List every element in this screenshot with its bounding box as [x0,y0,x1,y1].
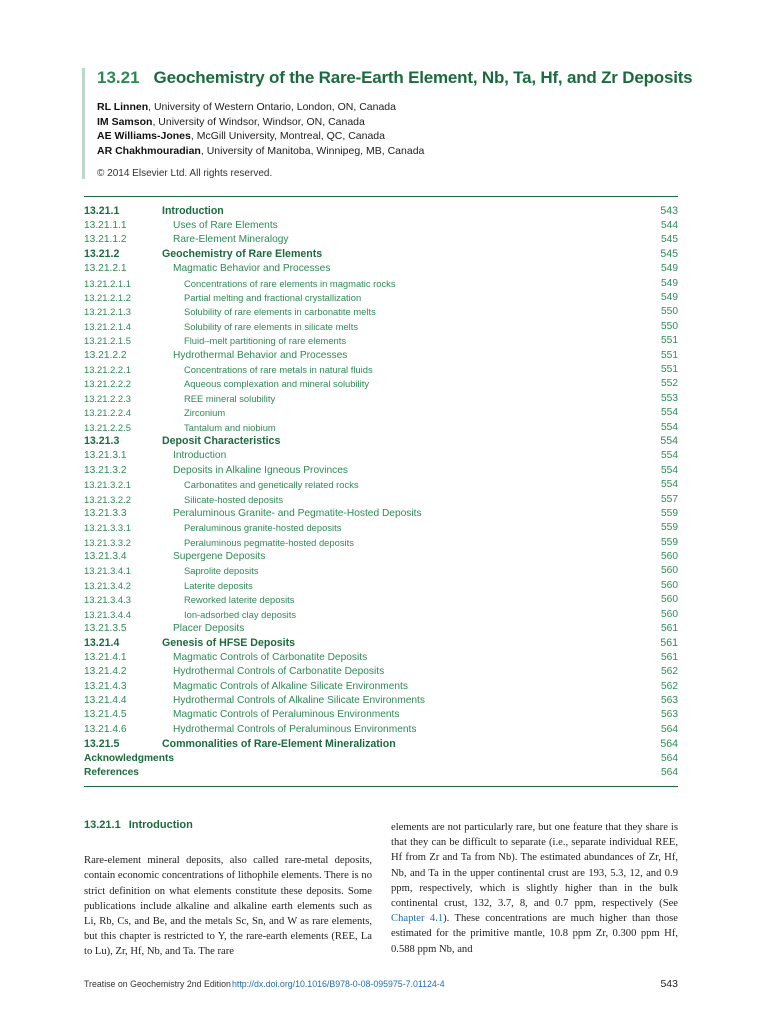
toc-entry-page: 562 [661,666,678,678]
toc-entry-page: 550 [661,306,678,318]
toc-entry-number: 13.21.3.2.1 [84,479,131,491]
toc-entry-page: 550 [661,320,678,332]
toc-entry-title[interactable]: Placer Deposits [173,623,245,635]
author-list [97,100,697,158]
body-paragraph-end: ). These concentrations are much higher than those estimated for the primitive mantle, 10.8 ppm Zr, 0.300 ppm Hf, 0.588 ppm Nb, and [391,913,678,955]
toc-entry[interactable] [84,521,678,535]
toc-entry-title[interactable]: Hydrothermal Controls of Alkaline Silicate Environments [173,694,425,706]
toc-entry[interactable] [84,305,678,319]
toc-entry-title[interactable]: Silicate-hosted deposits [184,493,284,505]
article-header [82,68,697,179]
toc-entry[interactable] [84,650,678,664]
toc-entry-page: 545 [661,234,678,246]
toc-entry-title[interactable]: Carbonatites and genetically related rocks [184,479,359,491]
toc-entry-page: 564 [661,766,678,778]
toc-entry-title[interactable]: Magmatic Behavior and Processes [173,263,331,275]
toc-entry-page: 554 [661,464,678,476]
toc-entry-number: 13.21.3.2.2 [84,493,131,505]
toc-entry-number: 13.21.2.1.3 [84,306,131,318]
toc-entry-number: 13.21.4.4 [84,694,127,706]
toc-entry[interactable] [84,290,678,304]
toc-entry-number: 13.21.1.1 [84,220,127,232]
toc-entry[interactable] [84,722,678,736]
toc-entry-number: 13.21.4.1 [84,651,127,663]
toc-entry-number: 13.21.4.5 [84,709,127,721]
toc-entry-title[interactable]: Supergene Deposits [173,551,266,563]
toc-entry-title[interactable]: Peraluminous Granite- and Pegmatite-Hosted Deposits [173,507,422,519]
toc-entry-title[interactable]: Hydrothermal Behavior and Processes [173,349,348,361]
toc-entry-number: 13.21.4 [84,636,120,649]
toc-entry[interactable] [84,218,678,232]
author-line [97,100,697,115]
toc-entry-page: 549 [661,277,678,289]
author-affiliation: , McGill University, Montreal, QC, Canada [190,130,385,142]
toc-entry-page: 561 [661,651,678,663]
toc-entry-page: 561 [661,623,678,635]
author-name: RL Linnen [97,101,149,113]
toc-entry-number: 13.21.3.4.1 [84,565,131,577]
toc-entry-page: 560 [661,565,678,577]
toc-entry-page: 564 [661,752,678,764]
doi-link[interactable]: http://dx.doi.org/10.1016/B978-0-08-095975-7.01124-4 [232,979,445,989]
toc-entry-title[interactable]: Partial melting and fractional crystallization [184,292,362,304]
table-of-contents [84,196,678,787]
toc-entry-page: 554 [660,435,678,448]
toc-entry-title[interactable]: Hydrothermal Controls of Peraluminous Environments [173,723,417,735]
toc-entry-page: 553 [661,392,678,404]
journal-name: Treatise on Geochemistry 2nd Edition [84,979,231,989]
toc-entry[interactable] [84,492,678,506]
toc-entry[interactable] [84,334,678,348]
toc-entry-title[interactable]: Ion-adsorbed clay deposits [184,608,297,620]
toc-entry[interactable] [84,636,678,650]
toc-entry[interactable] [84,233,678,247]
toc-entry-title[interactable]: Magmatic Controls of Carbonatite Deposits [173,651,368,663]
toc-entry[interactable] [84,593,678,607]
section-heading-number: 13.21.1 [84,819,121,831]
toc-entry-number: 13.21.2 [84,248,120,261]
toc-entry-number: 13.21.2.1.2 [84,292,131,304]
author-affiliation: , University of Western Ontario, London, ON, Canada [148,101,396,113]
toc-entry-page: 564 [660,737,678,750]
author-line [97,144,697,159]
toc-entry-title[interactable]: Introduction [173,450,227,462]
toc-entry-title[interactable]: Saprolite deposits [184,565,259,577]
toc-entry[interactable] [84,247,678,261]
toc-entry[interactable] [84,621,678,635]
toc-entry[interactable] [84,477,678,491]
body-paragraph-start: elements are not particularly rare, but one feature that they share is that they can be difficult to separate (i.e., separate individual REE, Hf from Zr and Ta from Nb). The estimated abundances of Zr, Hf, Nb, and Ta in the upper continental crust are 193, 5.3, 12, and 0.9 ppm, respectively, which is slightly higher than in the bulk continental crust, 132, 3.7, 8, and 0.7 ppm, respectively (See [391,822,678,910]
author-name: AR Chakhmouradian [97,144,201,157]
toc-entry-number: 13.21.3 [84,435,120,448]
author-name: IM Samson [97,115,153,128]
toc-entry-number: 13.21.3.5 [84,623,127,635]
toc-entry-title[interactable]: Magmatic Controls of Alkaline Silicate Environments [173,680,408,692]
toc-entry-title[interactable]: Geochemistry of Rare Elements [162,248,323,261]
toc-entry-title[interactable]: Rare-Element Mineralogy [173,234,289,246]
toc-entry-number: 13.21.1.2 [84,234,127,246]
toc-entry[interactable] [84,377,678,391]
author-name: AE Williams-Jones [97,130,191,142]
toc-entry-number: 13.21.3.4.3 [84,594,131,606]
toc-entry-number: 13.21.3.4 [84,551,127,563]
toc-entry-title[interactable]: Commonalities of Rare-Element Mineralization [162,737,396,750]
toc-entry-title[interactable]: Laterite deposits [184,579,253,591]
toc-entry-title[interactable]: Fluid–melt partitioning of rare elements [184,335,347,347]
toc-entry-page: 544 [661,220,678,232]
toc-entry-number: 13.21.2.1.4 [84,320,131,332]
section-heading [84,818,372,833]
toc-entry-title[interactable]: Concentrations of rare elements in magmatic rocks [184,277,396,289]
toc-entry[interactable] [84,449,678,463]
toc-entry-number: 13.21.3.2 [84,464,127,476]
toc-entry[interactable] [84,348,678,362]
toc-entry-title[interactable]: REE mineral solubility [184,392,276,404]
toc-entry-number: 13.21.3.3.2 [84,536,131,548]
author-affiliation: , University of Manitoba, Winnipeg, MB, Canada [200,144,425,157]
toc-entry-page: 554 [661,407,678,419]
toc-entry-number: 13.21.4.3 [84,680,127,692]
toc-entry-page: 559 [661,536,678,548]
toc-entry-page: 564 [661,723,678,735]
toc-entry-title[interactable]: Tantalum and niobium [184,421,276,433]
toc-entry-page: 549 [661,263,678,275]
toc-entry-number: 13.21.2.2.5 [84,421,131,433]
toc-entry[interactable] [84,693,678,707]
toc-entry-number: 13.21.5 [84,737,120,750]
toc-entry-number: 13.21.2.2.2 [84,378,131,390]
toc-entry-title[interactable]: Magmatic Controls of Peraluminous Environments [173,709,400,721]
toc-entry[interactable] [84,765,678,779]
section-number: 13.21 [97,68,140,87]
toc-entry-page: 560 [661,594,678,606]
toc-entry[interactable] [84,276,678,290]
toc-entry[interactable] [84,405,678,419]
copyright-notice: © 2014 Elsevier Ltd. All rights reserved. [97,168,273,179]
toc-entry-title[interactable]: References [84,766,139,778]
toc-entry-page: 560 [661,551,678,563]
toc-entry-page: 563 [661,709,678,721]
toc-entry[interactable] [84,262,678,276]
toc-entry-number: 13.21.2.1 [84,263,127,275]
page-number: 543 [660,978,678,990]
toc-entry[interactable] [84,578,678,592]
toc-entry[interactable] [84,362,678,376]
toc-entry-page: 552 [661,378,678,390]
body-column-left [84,818,372,960]
toc-entry-number: 13.21.4.6 [84,723,127,735]
toc-entry-number: 13.21.2.2 [84,349,127,361]
author-line [97,115,697,130]
toc-entry-number: 13.21.1 [84,205,120,218]
toc-entry-page: 551 [661,363,678,375]
toc-entry-page: 563 [661,694,678,706]
section-heading-title: Introduction [128,819,193,831]
toc-entry-title[interactable]: Reworked laterite deposits [184,594,295,606]
author-line [97,129,697,144]
toc-entry-title[interactable]: Genesis of HFSE Deposits [162,636,296,649]
article-title: Geochemistry of the Rare-Earth Element, Nb, Ta, Hf, and Zr Deposits [153,68,693,87]
toc-entry[interactable] [84,463,678,477]
toc-entry-page: 549 [661,292,678,304]
title-row [97,68,697,88]
toc-entry-page: 551 [661,335,678,347]
toc-entry-number: 13.21.3.4.4 [84,608,131,620]
toc-entry[interactable] [84,751,678,765]
toc-entry-number: 13.21.3.4.2 [84,579,131,591]
toc-entry-title[interactable]: Zirconium [184,407,226,419]
toc-entry-title[interactable]: Introduction [162,205,224,218]
toc-entry-title[interactable]: Acknowledgments [84,752,175,764]
toc-entry-number: 13.21.2.2.1 [84,363,131,375]
toc-entry-page: 554 [661,479,678,491]
toc-entry-page: 557 [661,493,678,505]
toc-entry-number: 13.21.2.2.3 [84,392,131,404]
toc-entry-page: 562 [661,680,678,692]
toc-entry[interactable] [84,420,678,434]
toc-entry[interactable] [84,665,678,679]
toc-entry-title[interactable]: Peraluminous pegmatite-hosted deposits [184,536,354,548]
page-footer [84,978,678,990]
toc-entry-page: 559 [661,522,678,534]
toc-entry-page: 554 [661,450,678,462]
toc-entry[interactable] [84,736,678,750]
toc-entry-page: 551 [661,349,678,361]
toc-entry-page: 543 [660,205,678,218]
toc-entry[interactable] [84,434,678,448]
toc-entry-number: 13.21.4.2 [84,666,127,678]
body-column-right [391,820,678,957]
toc-entry-title[interactable]: Concentrations of rare metals in natural fluids [184,363,373,375]
author-affiliation: , University of Windsor, Windsor, ON, Canada [152,115,365,128]
toc-entry-page: 560 [661,579,678,591]
toc-entry[interactable] [84,391,678,405]
toc-entry-title[interactable]: Solubility of rare elements in carbonatite melts [184,306,376,318]
toc-entry-page: 559 [661,507,678,519]
toc-entry-title[interactable]: Peraluminous granite-hosted deposits [184,522,342,534]
toc-entry-title[interactable]: Deposit Characteristics [162,435,281,448]
toc-entry[interactable] [84,535,678,549]
toc-entry-title[interactable]: Solubility of rare elements in silicate melts [184,320,359,332]
toc-entry-number: 13.21.2.1.1 [84,277,131,289]
toc-entry-number: 13.21.3.3.1 [84,522,131,534]
toc-entry-number: 13.21.2.1.5 [84,335,131,347]
body-paragraph: Rare-element mineral deposits, also called rare-metal deposits, contain economic concentrations of lithophile elements. There is no strict definition on what elements constitute these deposits. Some publications include alkaline and alkaline earth elements such as Li, Rb, Cs, and Be, and the metals Sc, Sn, and W as rare elements, but this chapter is restricted to Y, the rare-earth elements (REE, La to Lu), Zr, Hf, Nb, and Ta. The rare [84,855,372,958]
toc-entry-number: 13.21.2.2.4 [84,407,131,419]
toc-entry[interactable] [84,607,678,621]
toc-entry-page: 560 [661,608,678,620]
toc-entry[interactable] [84,319,678,333]
toc-entry-page: 561 [660,636,678,649]
toc-entry[interactable] [84,679,678,693]
chapter-link[interactable]: Chapter 4.1 [391,913,444,925]
toc-entry-number: 13.21.3.1 [84,450,127,462]
toc-entry-page: 545 [660,248,678,261]
toc-entry-page: 554 [661,421,678,433]
toc-entry[interactable] [84,549,678,563]
toc-entry-title[interactable]: Deposits in Alkaline Igneous Provinces [173,464,348,476]
toc-entry-title[interactable]: Hydrothermal Controls of Carbonatite Deposits [173,666,385,678]
toc-entry[interactable] [84,708,678,722]
toc-entry[interactable] [84,506,678,520]
toc-entry[interactable] [84,204,678,218]
toc-entry-title[interactable]: Aqueous complexation and mineral solubility [184,378,370,390]
toc-entry-number: 13.21.3.3 [84,507,127,519]
toc-entry-title[interactable]: Uses of Rare Elements [173,220,278,232]
toc-entry[interactable] [84,564,678,578]
